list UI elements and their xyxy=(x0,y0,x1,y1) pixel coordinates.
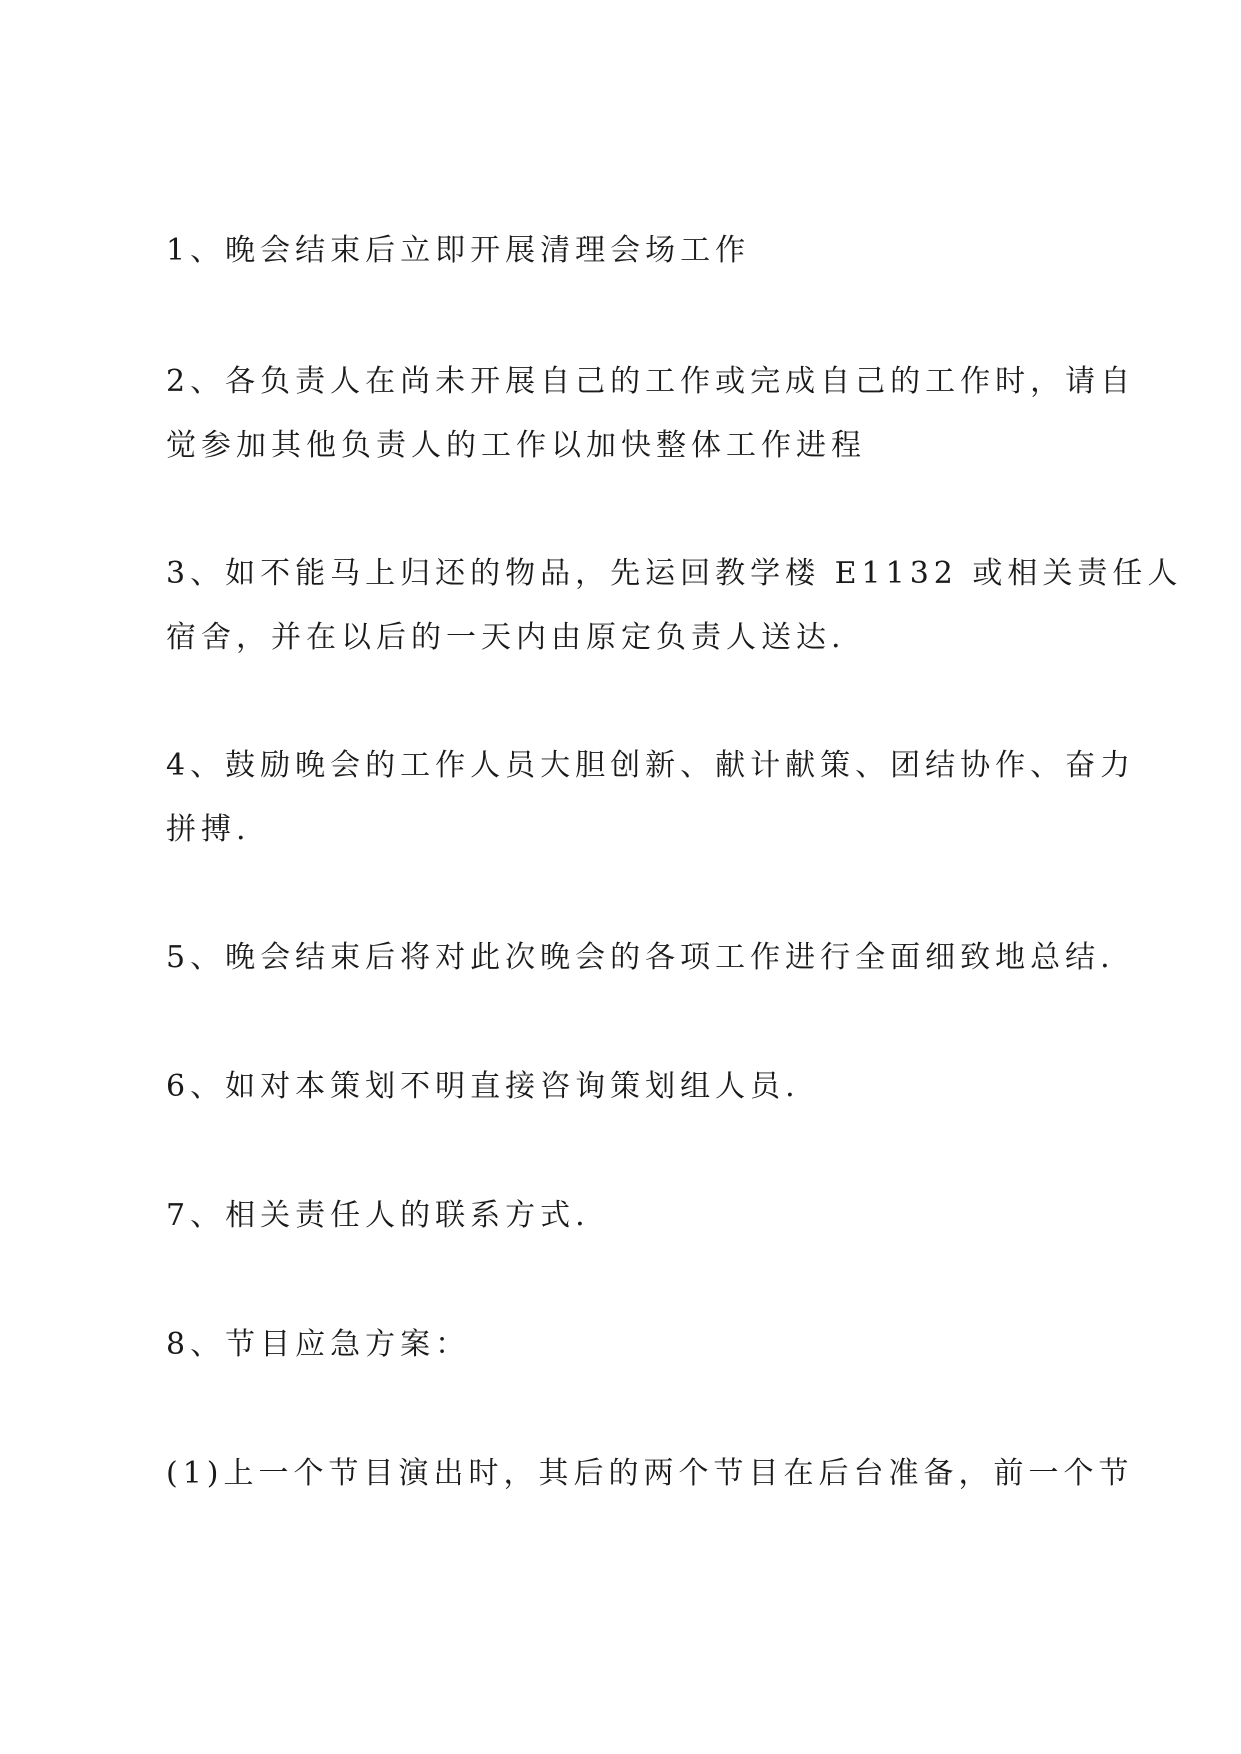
paragraph-line: 2、各负责人在尚未开展自己的工作或完成自己的工作时，请自 xyxy=(166,364,1136,399)
paragraph-item-6 xyxy=(166,1055,1086,1119)
paragraph-item-1 xyxy=(166,219,1086,283)
paragraph-line: 宿舍，并在以后的一天内由原定负责人送达. xyxy=(166,620,846,655)
paragraph-item-9 xyxy=(166,1442,1134,1506)
paragraph-line: 拼搏. xyxy=(166,812,251,847)
paragraph-item-7 xyxy=(166,1184,1086,1248)
paragraph-line: 6、如对本策划不明直接咨询策划组人员. xyxy=(166,1069,800,1104)
paragraph-line: 4、鼓励晚会的工作人员大胆创新、献计献策、团结协作、奋力 xyxy=(166,748,1136,783)
paragraph-line: 7、相关责任人的联系方式. xyxy=(166,1198,590,1233)
paragraph-line: 8、节目应急方案： xyxy=(166,1327,471,1362)
paragraph-line: (1)上一个节目演出时，其后的两个节目在后台准备，前一个节 xyxy=(166,1456,1134,1491)
paragraph-item-5 xyxy=(166,926,1115,990)
paragraph-line: 觉参加其他负责人的工作以加快整体工作进程 xyxy=(166,428,866,463)
paragraph-item-2 xyxy=(166,350,1136,478)
paragraph-item-8 xyxy=(166,1313,1086,1377)
paragraph-line: 5、晚会结束后将对此次晚会的各项工作进行全面细致地总结. xyxy=(166,940,1115,975)
paragraph-item-3 xyxy=(166,542,1183,670)
paragraph-item-4 xyxy=(166,734,1136,862)
paragraph-line: 1、晚会结束后立即开展清理会场工作 xyxy=(166,233,751,268)
paragraph-line: 3、如不能马上归还的物品，先运回教学楼 E1132 或相关责任人 xyxy=(166,556,1183,591)
